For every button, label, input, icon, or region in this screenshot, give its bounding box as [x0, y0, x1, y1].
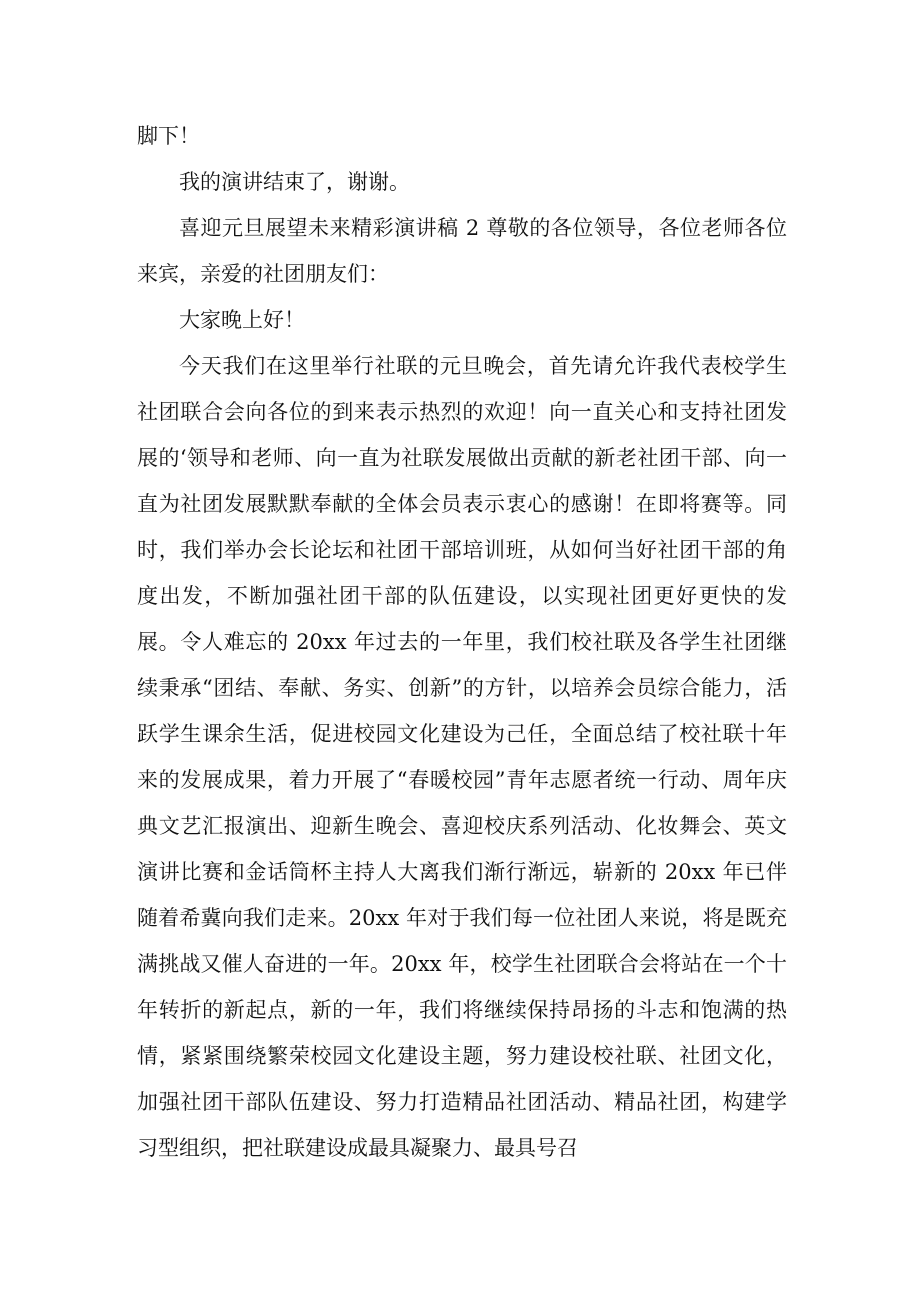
- paragraph-continuation: 脚下！: [137, 124, 200, 148]
- paragraph-greeting: 大家晚上好！: [179, 308, 305, 332]
- paragraph-speech-title: 喜迎元旦展望未来精彩演讲稿 2 尊敬的各位领导，各位老师各位来宾，亲爱的社团朋友们：: [137, 216, 787, 286]
- paragraph-main-body: 今天我们在这里举行社联的元旦晚会，首先请允许我代表校学生社团联合会向各位的到来表示热烈的欢迎！向一直关心和支持社团发展的‘领导和老师、向一直为社联发展做出贡献的新老社团干部、向一直为社团发展默默奉献的全体会员表示衷心的感谢！在即将赛等。同时，我们举办会长论坛和社团干部培训班，从如何当好社团干部的角度出发，不断加强社团干部的队伍建设，以实现社团更好更快的发展。令人难忘的 20xx 年过去的一年里，我们校社联及各学生社团继续秉承“团结、奉献、务实、创新”的方针，以培养会员综合能力，活跃学生课余生活，促进校园文化建设为己任，全面总结了校社联十年来的发展成果，着力开展了“春暖校园”青年志愿者统一行动、周年庆典文艺汇报演出、迎新生晚会、喜迎校庆系列活动、化妆舞会、英文演讲比赛和金话筒杯主持人大离我们渐行渐远，崭新的 20xx 年已伴随着希冀向我们走来。20xx 年对于我们每一位社团人来说，将是既充满挑战又催人奋进的一年。20xx 年，校学生社团联合会将站在一个十年转折的新起点，新的一年，我们将继续保持昂扬的斗志和饱满的热情，紧紧围绕繁荣校园文化建设主题，努力建设校社联、社团文化，加强社团干部队伍建设、努力打造精品社团活动、精品社团，构建学习型组织，把社联建设成最具凝聚力、最具号召: [137, 354, 787, 1160]
- paragraph-closing: 我的演讲结束了，谢谢。: [179, 170, 410, 194]
- document-body: [137, 113, 787, 1171]
